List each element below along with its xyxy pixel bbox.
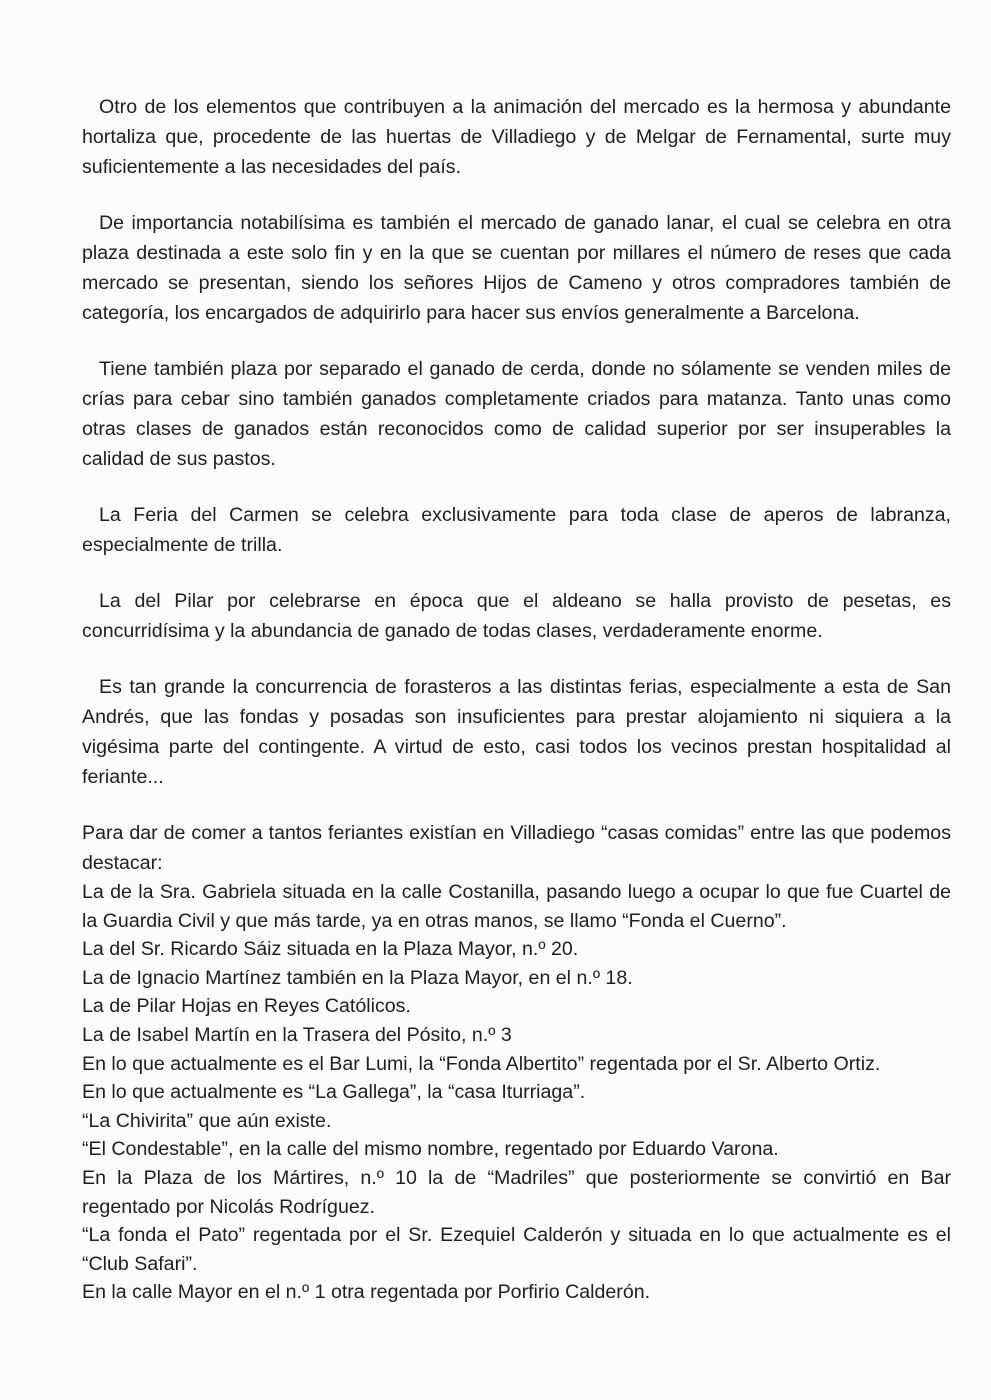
- paragraph-pilar: La del Pilar por celebrarse en época que el aldeano se halla provisto de pesetas, es concurridísima y la abundancia de ganado de todas clases, verdaderamente enorme.: [82, 590, 951, 642]
- list-item: “La fonda el Pato” regentada por el Sr. Ezequiel Calderón y situada en lo que actualmente es el “Club Safari”.: [82, 1224, 951, 1275]
- list-item: En la Plaza de los Mártires, n.º 10 la de “Madriles” que posteriormente se convirtió en Bar regentado por Nicolás Rodríguez.: [82, 1166, 951, 1218]
- paragraph-ganado-lanar: De importancia notabilísima es también el mercado de ganado lanar, el cual se celebra en otra plaza destinada a este solo fin y en la que se cuentan por millares el número de reses que cada mercado se presentan, siendo los señores Hijos de Cameno y otros compradores también de categoría, los encargados de adquirirlo para hacer sus envíos generalmente a Barcelona.: [82, 212, 951, 324]
- list-item: La del Sr. Ricardo Sáiz situada en la Plaza Mayor, n.º 20.: [82, 938, 579, 961]
- list-item: “La Chivirita” que aún existe.: [82, 1109, 332, 1132]
- list-item: La de Isabel Martín en la Trasera del Pósito, n.º 3: [82, 1023, 512, 1046]
- list-item: La de Pilar Hojas en Reyes Católicos.: [82, 995, 411, 1018]
- paragraph-ganado-cerda: Tiene también plaza por separado el ganado de cerda, donde no sólamente se venden miles de crías para cebar sino también ganados completamente criados para matanza. Tanto unas como otras clases de ganados están reconocidos como de calidad superior por ser insuperables la calidad de sus pastos.: [82, 358, 951, 470]
- paragraph-hortaliza: Otro de los elementos que contribuyen a la animación del mercado es la hermosa y abundante hortaliza que, procedente de las huertas de Villadiego y de Melgar de Fernamental, surte muy suficientemente a las necesidades del país.: [82, 96, 951, 178]
- list-item: La de la Sra. Gabriela situada en la calle Costanilla, pasando luego a ocupar lo que fue Cuartel de la Guardia Civil y que más tarde, ya en otras manos, se llamo “Fonda el Cuerno”.: [82, 881, 951, 932]
- list-item: “El Condestable”, en la calle del mismo nombre, regentado por Eduardo Varona.: [82, 1138, 779, 1161]
- list-item: En la calle Mayor en el n.º 1 otra regentada por Porfirio Calderón.: [82, 1281, 651, 1304]
- list-item: En lo que actualmente es el Bar Lumi, la “Fonda Albertito” regentada por el Sr. Alberto Ortiz.: [82, 1052, 881, 1075]
- list-item: La de Ignacio Martínez también en la Plaza Mayor, en el n.º 18.: [82, 966, 633, 989]
- paragraph-forasteros: Es tan grande la concurrencia de forasteros a las distintas ferias, especialmente a esta de San Andrés, que las fondas y posadas son insuficientes para prestar alojamiento ni siquiera a la vigésima parte del contingente. A virtud de esto, casi todos los vecinos prestan hospitalidad al feriante...: [82, 676, 951, 788]
- paragraph-feria-carmen: La Feria del Carmen se celebra exclusivamente para toda clase de aperos de labranza, especialmente de trilla.: [82, 504, 951, 556]
- list-item: En lo que actualmente es “La Gallega”, la “casa Iturriaga”.: [82, 1081, 586, 1104]
- casas-comidas-list: [82, 878, 951, 1307]
- list-intro: Para dar de comer a tantos feriantes existían en Villadiego “casas comidas” entre las que podemos destacar:: [82, 822, 951, 874]
